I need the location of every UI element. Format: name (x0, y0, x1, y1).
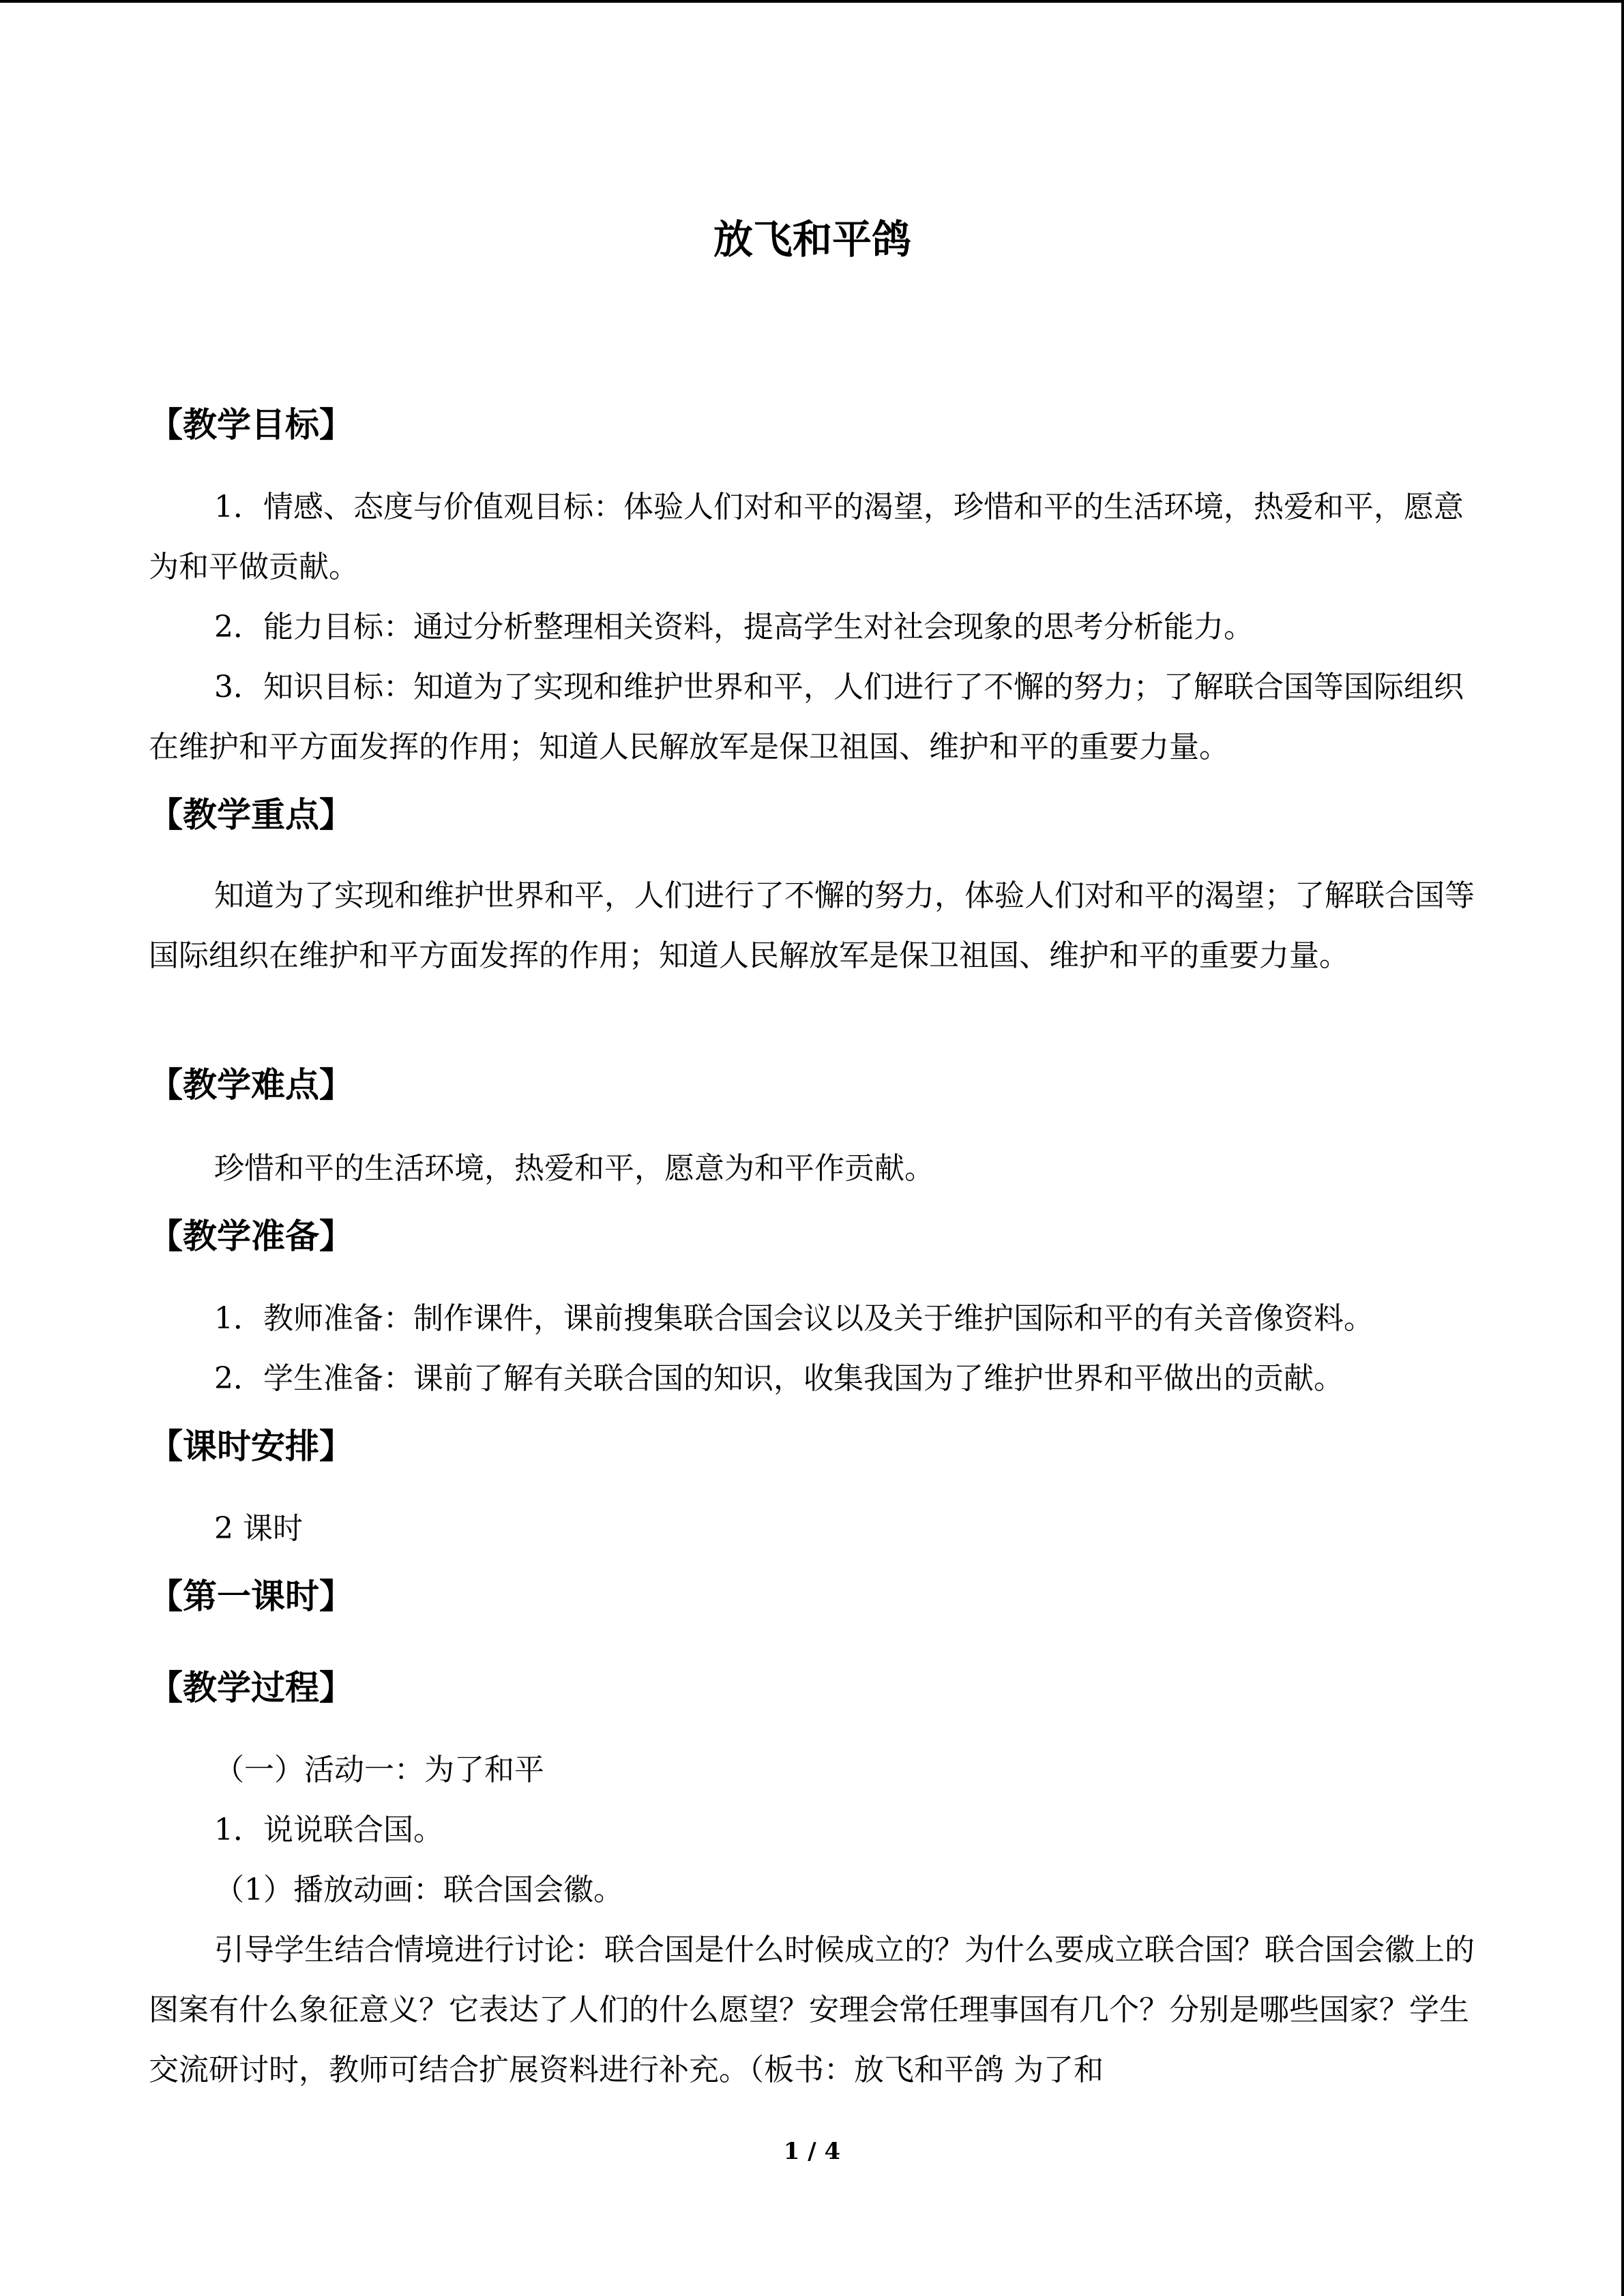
heading-schedule: 【课时安排】 (149, 1426, 353, 1466)
page-number: 1 / 4 (783, 2138, 841, 2165)
heading-key-points: 【教学重点】 (149, 794, 353, 835)
process-paragraph: 引导学生结合情境进行讨论：联合国是什么时候成立的？为什么要成立联合国？联合国会徽上的图案有什么象征意义？它表达了人们的什么愿望？安理会常任理事国有几个？分别是哪些国家？学生交流研讨时，教师可结合扩展资料进行补充。（板书：放飞和平鸽 为了和 (149, 1933, 1475, 2087)
process-line-2: 1．说说联合国。 (214, 1813, 443, 1847)
process-line-1: （一）活动一：为了和平 (214, 1753, 544, 1787)
heading-process: 【教学过程】 (149, 1667, 353, 1708)
document-title: 放飞和平鸽 (713, 216, 911, 263)
preparation-item-1: 1．教师准备：制作课件，课前搜集联合国会议以及关于维护国际和平的有关音像资料。 (214, 1301, 1374, 1336)
objective-item-1: 1．情感、态度与价值观目标：体验人们对和平的渴望，珍惜和平的生活环境，热爱和平，愿意为和平做贡献。 (149, 490, 1464, 584)
objective-item-3: 3．知识目标：知道为了实现和维护世界和平，人们进行了不懈的努力；了解联合国等国际组织在维护和平方面发挥的作用；知道人民解放军是保卫祖国、维护和平的重要力量。 (149, 670, 1464, 764)
heading-objectives: 【教学目标】 (149, 404, 353, 445)
process-line-3: （1）播放动画：联合国会徽。 (214, 1873, 623, 1907)
page-border-top (0, 0, 1624, 3)
preparation-item-2: 2．学生准备：课前了解有关联合国的知识，收集我国为了维护世界和平做出的贡献。 (214, 1361, 1344, 1396)
key-points-text: 知道为了实现和维护世界和平，人们进行了不懈的努力，体验人们对和平的渴望；了解联合国等国际组织在维护和平方面发挥的作用；知道人民解放军是保卫祖国、维护和平的重要力量。 (149, 878, 1475, 973)
heading-difficulties: 【教学难点】 (149, 1064, 353, 1105)
heading-preparation: 【教学准备】 (149, 1216, 353, 1256)
heading-first-lesson: 【第一课时】 (149, 1576, 353, 1616)
schedule-text: 2 课时 (214, 1511, 303, 1546)
difficulties-text: 珍惜和平的生活环境，热爱和平，愿意为和平作贡献。 (214, 1151, 934, 1186)
objective-item-2: 2．能力目标：通过分析整理相关资料，提高学生对社会现象的思考分析能力。 (214, 610, 1254, 644)
page-border-right (1621, 0, 1624, 2296)
